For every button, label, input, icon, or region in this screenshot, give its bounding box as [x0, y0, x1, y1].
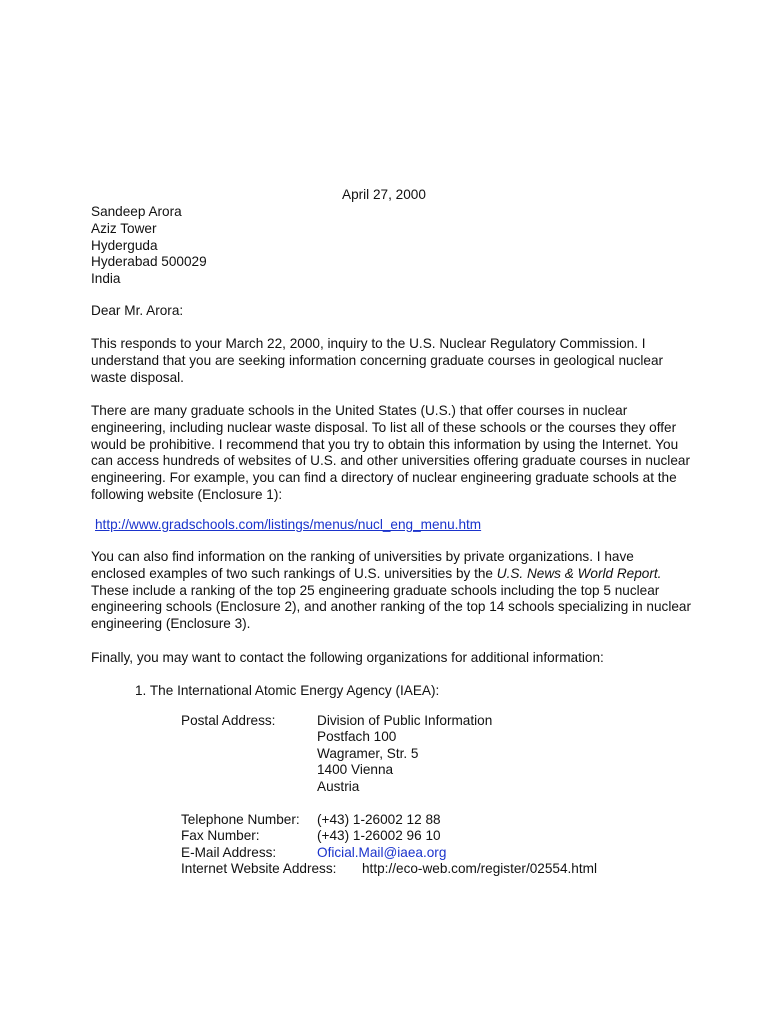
paragraph-text — [91, 549, 691, 633]
recipient-country: India — [91, 271, 121, 287]
postal-address-line: 1400 Vienna — [317, 762, 394, 777]
postal-address-line: Wagramer, Str. 5 — [317, 746, 419, 761]
paragraph-text-part: These include a ranking of the top 25 engineering graduate schools including the top 5 nuclear engineering schools (Enclosure 2), and another ranking of the top 14 schools specializing in nuclear engineering (Enclosure 3). — [91, 582, 692, 632]
paragraph-text-part: You can also find information on the ranking of universities by private organizations. I have enclosed examples of two such rankings of U.S. universities by the — [91, 549, 634, 581]
postal-address-line: Postfach 100 — [317, 729, 397, 744]
paragraph-text: Finally, you may want to contact the following organizations for additional information: — [91, 650, 604, 665]
salutation: Dear Mr. Arora: — [91, 303, 184, 318]
recipient-address-line: Aziz Tower — [91, 220, 157, 236]
paragraph-organizations — [91, 650, 691, 667]
email-link[interactable]: Oficial.Mail@iaea.org — [317, 845, 447, 860]
paragraph-graduate-schools — [91, 403, 691, 504]
email-label: E-Mail Address: — [181, 845, 277, 860]
fax-label: Fax Number: — [181, 828, 260, 843]
telephone-label: Telephone Number: — [181, 812, 300, 827]
telephone-value: (+43) 1-26002 12 88 — [317, 812, 441, 827]
paragraph-text: This responds to your March 22, 2000, inquiry to the U.S. Nuclear Regulatory Commission. I understand that you are seeking information concerning graduate courses in geological nuclear waste disposal. — [91, 336, 664, 385]
paragraph-inquiry — [91, 336, 691, 386]
paragraph-text: There are many graduate schools in the United States (U.S.) that offer courses in nuclear engineering, including nuclear waste disposal. To list all of these schools or the courses they offer would be prohibitive. I recommend that you try to obtain this information by using the Internet. You can access hundreds of websites of U.S. and other universities offering graduate courses in nuclear engineering. For example, you can find a directory of nuclear engineering graduate schools at the following website (Enclosure 1): — [91, 403, 690, 502]
recipient-address-line: Hyderabad 500029 — [91, 254, 207, 270]
postal-address-line: Austria — [317, 779, 360, 794]
letter-date: April 27, 2000 — [342, 187, 426, 202]
recipient-name: Sandeep Arora — [91, 204, 182, 219]
recipient-address-line: Hyderguda — [91, 237, 158, 253]
postal-address-label: Postal Address: — [181, 713, 276, 728]
fax-value: (+43) 1-26002 96 10 — [317, 828, 441, 843]
recipient-address — [91, 204, 207, 288]
postal-address-line: Division of Public Information — [317, 713, 493, 728]
gradschools-link[interactable]: http://www.gradschools.com/listings/menus/nucl_eng_menu.htm — [95, 517, 482, 532]
website-label: Internet Website Address: — [181, 861, 337, 876]
paragraph-rankings — [91, 549, 691, 633]
list-item-iaea: 1. The International Atomic Energy Agency (IAEA): — [135, 683, 440, 698]
website-value: http://eco-web.com/register/02554.html — [362, 861, 597, 876]
publication-title: U.S. News & World Report. — [496, 565, 662, 581]
